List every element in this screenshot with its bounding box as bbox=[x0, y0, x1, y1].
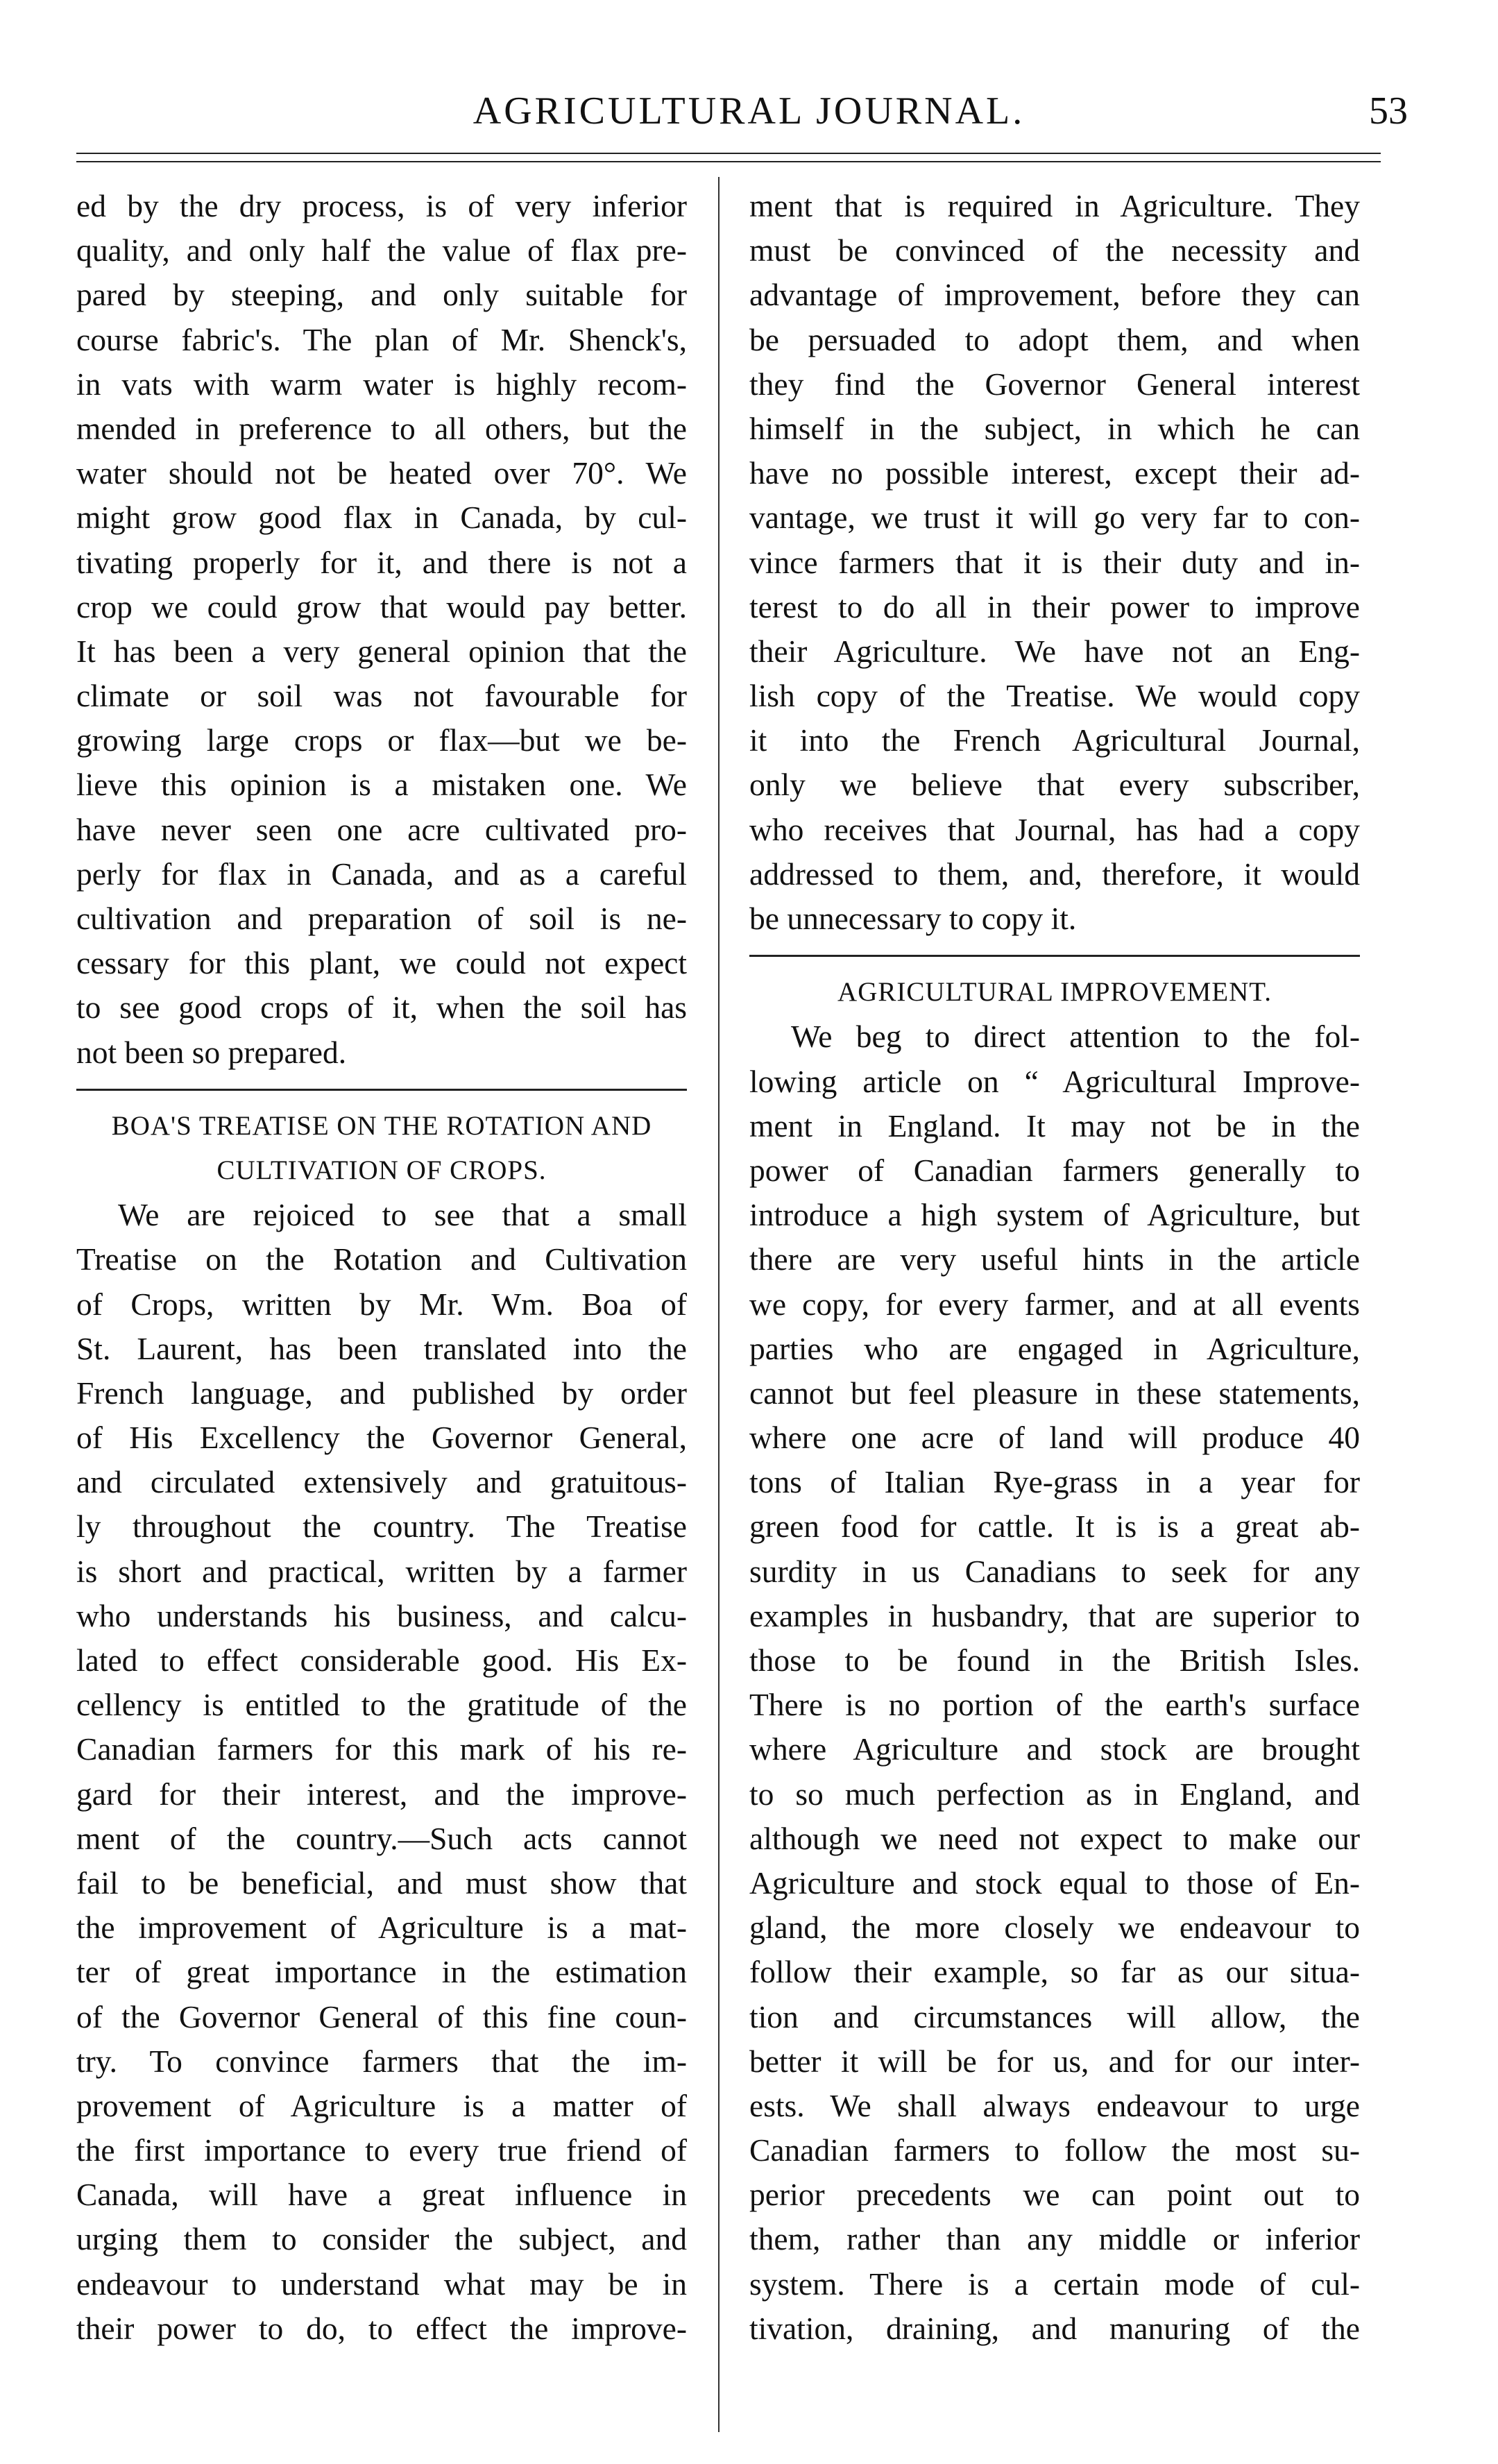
text-line: examples in husbandry, that are superior to bbox=[749, 1597, 1360, 1633]
text-line: We beg to direct attention to the fol- bbox=[791, 1019, 1360, 1055]
text-line: We are rejoiced to see that a small bbox=[118, 1197, 687, 1233]
text-line: cellency is entitled to the gratitude of the bbox=[76, 1687, 687, 1723]
article-heading-boa-treatise bbox=[76, 1104, 687, 1193]
text-line: French language, and published by order bbox=[76, 1375, 687, 1411]
text-line: parties who are engaged in Agriculture, bbox=[749, 1330, 1360, 1366]
text-line: ment of the country.—Such acts cannot bbox=[76, 1820, 687, 1856]
text-line: tivating properly for it, and there is not a bbox=[76, 544, 687, 580]
text-line: of His Excellency the Governor General, bbox=[76, 1420, 687, 1456]
text-line: in vats with warm water is highly recom- bbox=[76, 366, 687, 402]
text-line: tion and circumstances will allow, the bbox=[749, 1998, 1360, 2034]
text-line: to so much perfection as in England, and bbox=[749, 1776, 1360, 1812]
text-line: green food for cattle. It is is a great ab- bbox=[749, 1509, 1360, 1545]
text-line: provement of Agriculture is a matter of bbox=[76, 2087, 687, 2123]
text-line: ed by the dry process, is of very inferior bbox=[76, 188, 687, 223]
text-line: they find the Governor General interest bbox=[749, 366, 1360, 402]
text-line: himself in the subject, in which he can bbox=[749, 410, 1360, 446]
text-line: gard for their interest, and the improve- bbox=[76, 1776, 687, 1812]
text-line: There is no portion of the earth's surface bbox=[749, 1687, 1360, 1723]
text-line: cultivation and preparation of soil is ne- bbox=[76, 901, 687, 936]
text-line: not been so prepared. bbox=[76, 1034, 347, 1070]
text-line: ly throughout the country. The Treatise bbox=[76, 1509, 687, 1545]
text-line: vince farmers that it is their duty and in- bbox=[749, 544, 1360, 580]
text-line: their Agriculture. We have not an Eng- bbox=[749, 633, 1360, 669]
text-line: follow their example, so far as our situa- bbox=[749, 1954, 1360, 1990]
text-line: is short and practical, written by a farmer bbox=[76, 1553, 687, 1589]
text-line: ment in England. It may not be in the bbox=[749, 1107, 1360, 1144]
text-line: vantage, we trust it will go very far to con- bbox=[749, 500, 1360, 536]
text-line: growing large crops or flax—but we be- bbox=[76, 722, 687, 758]
text-line: them, rather than any middle or inferior bbox=[749, 2221, 1360, 2257]
text-line: climate or soil was not favourable for bbox=[76, 678, 687, 714]
section-separator-rule bbox=[749, 941, 1360, 970]
text-line: where Agriculture and stock are brought bbox=[749, 1731, 1360, 1767]
text-line: addressed to them, and, therefore, it would bbox=[749, 856, 1360, 892]
text-line: quality, and only half the value of flax pre- bbox=[76, 232, 687, 269]
boa-treatise-paragraph bbox=[76, 1193, 687, 2351]
left-column bbox=[76, 184, 687, 2351]
column-divider bbox=[718, 177, 720, 2432]
text-line: terest to do all in their power to improve bbox=[749, 588, 1360, 625]
header-double-rule bbox=[76, 153, 1381, 162]
text-line: tivation, draining, and manuring of the bbox=[749, 2310, 1360, 2346]
text-line: where one acre of land will produce 40 bbox=[749, 1420, 1360, 1456]
text-line: the first importance to every true friend of bbox=[76, 2132, 687, 2168]
text-line: the improvement of Agriculture is a mat- bbox=[76, 1910, 687, 1946]
text-line: perly for flax in Canada, and as a careful bbox=[76, 856, 687, 892]
text-line: be persuaded to adopt them, and when bbox=[749, 321, 1360, 357]
text-line: It has been a very general opinion that the bbox=[76, 633, 687, 669]
text-line: perior precedents we can point out to bbox=[749, 2177, 1360, 2213]
text-line: better it will be for us, and for our inter- bbox=[749, 2043, 1360, 2079]
text-line: endeavour to understand what may be in bbox=[76, 2266, 687, 2302]
text-line: pared by steeping, and only suitable for bbox=[76, 277, 687, 313]
text-line: ter of great importance in the estimation bbox=[76, 1954, 687, 1990]
text-line: mended in preference to all others, but the bbox=[76, 410, 687, 446]
text-line: Agriculture and stock equal to those of En- bbox=[749, 1864, 1360, 1901]
text-line: Canadian farmers to follow the most su- bbox=[749, 2132, 1360, 2168]
agricultural-improvement-paragraph bbox=[749, 1014, 1360, 2351]
text-line: have no possible interest, except their ad- bbox=[749, 455, 1360, 491]
text-line: who understands his business, and calcu- bbox=[76, 1597, 687, 1633]
article-heading-agricultural-improvement bbox=[749, 970, 1360, 1014]
text-line: system. There is a certain mode of cul- bbox=[749, 2266, 1360, 2302]
text-line: Canada, will have a great influence in bbox=[76, 2177, 687, 2213]
text-line: we copy, for every farmer, and at all events bbox=[749, 1286, 1360, 1322]
text-line: crop we could grow that would pay better. bbox=[76, 588, 687, 625]
text-line: lowing article on “ Agricultural Improve- bbox=[749, 1063, 1360, 1099]
flax-paragraph bbox=[76, 184, 687, 1075]
text-line: must be convinced of the necessity and bbox=[749, 232, 1360, 269]
heading-line: CULTIVATION OF CROPS. bbox=[216, 1155, 547, 1185]
right-column bbox=[749, 184, 1360, 2351]
text-line: to see good crops of it, when the soil has bbox=[76, 989, 687, 1026]
text-line: cessary for this plant, we could not expect bbox=[76, 945, 687, 981]
text-line: their power to do, to effect the improve- bbox=[76, 2310, 687, 2346]
text-line: lish copy of the Treatise. We would copy bbox=[749, 678, 1360, 714]
text-line: lated to effect considerable good. His Ex- bbox=[76, 1642, 687, 1678]
text-line: introduce a high system of Agriculture, but bbox=[749, 1197, 1360, 1233]
text-line: tons of Italian Rye-grass in a year for bbox=[749, 1464, 1360, 1500]
section-separator-rule bbox=[76, 1075, 687, 1104]
text-line: there are very useful hints in the article bbox=[749, 1241, 1360, 1277]
text-line: lieve this opinion is a mistaken one. We bbox=[76, 767, 687, 803]
heading-line: BOA'S TREATISE ON THE ROTATION AND bbox=[111, 1110, 652, 1141]
text-line: advantage of improvement, before they can bbox=[749, 277, 1360, 313]
text-line: and circulated extensively and gratuitous- bbox=[76, 1464, 687, 1500]
text-line: have never seen one acre cultivated pro- bbox=[76, 811, 687, 847]
text-line: gland, the more closely we endeavour to bbox=[749, 1910, 1360, 1946]
text-line: ment that is required in Agriculture. They bbox=[749, 188, 1360, 223]
text-line: ests. We shall always endeavour to urge bbox=[749, 2087, 1360, 2123]
text-line: who receives that Journal, has had a copy bbox=[749, 811, 1360, 847]
text-line: course fabric's. The plan of Mr. Shenck's, bbox=[76, 321, 687, 357]
text-line: surdity in us Canadians to seek for any bbox=[749, 1553, 1360, 1589]
text-line: Treatise on the Rotation and Cultivation bbox=[76, 1241, 687, 1277]
text-line: Canadian farmers for this mark of his re- bbox=[76, 1731, 687, 1767]
treatise-continued-paragraph bbox=[749, 184, 1360, 941]
text-line: of Crops, written by Mr. Wm. Boa of bbox=[76, 1286, 687, 1322]
text-line: of the Governor General of this fine coun- bbox=[76, 1998, 687, 2034]
text-line: it into the French Agricultural Journal, bbox=[749, 722, 1360, 758]
text-line: might grow good flax in Canada, by cul- bbox=[76, 500, 687, 536]
text-line: be unnecessary to copy it. bbox=[749, 901, 1077, 936]
text-line: cannot but feel pleasure in these statements, bbox=[749, 1375, 1360, 1411]
text-line: power of Canadian farmers generally to bbox=[749, 1152, 1360, 1188]
text-line: although we need not expect to make our bbox=[749, 1820, 1360, 1856]
text-line: fail to be beneficial, and must show that bbox=[76, 1864, 687, 1901]
text-line: water should not be heated over 70°. We bbox=[76, 455, 687, 491]
running-head-title: AGRICULTURAL JOURNAL. bbox=[473, 90, 1025, 133]
text-line: try. To convince farmers that the im- bbox=[76, 2043, 687, 2079]
text-line: urging them to consider the subject, and bbox=[76, 2221, 687, 2257]
text-line: St. Laurent, has been translated into the bbox=[76, 1330, 687, 1366]
page-number: 53 bbox=[1369, 90, 1408, 133]
text-line: only we believe that every subscriber, bbox=[749, 767, 1360, 803]
text-line: those to be found in the British Isles. bbox=[749, 1642, 1360, 1678]
heading-line: AGRICULTURAL IMPROVEMENT. bbox=[837, 977, 1272, 1008]
